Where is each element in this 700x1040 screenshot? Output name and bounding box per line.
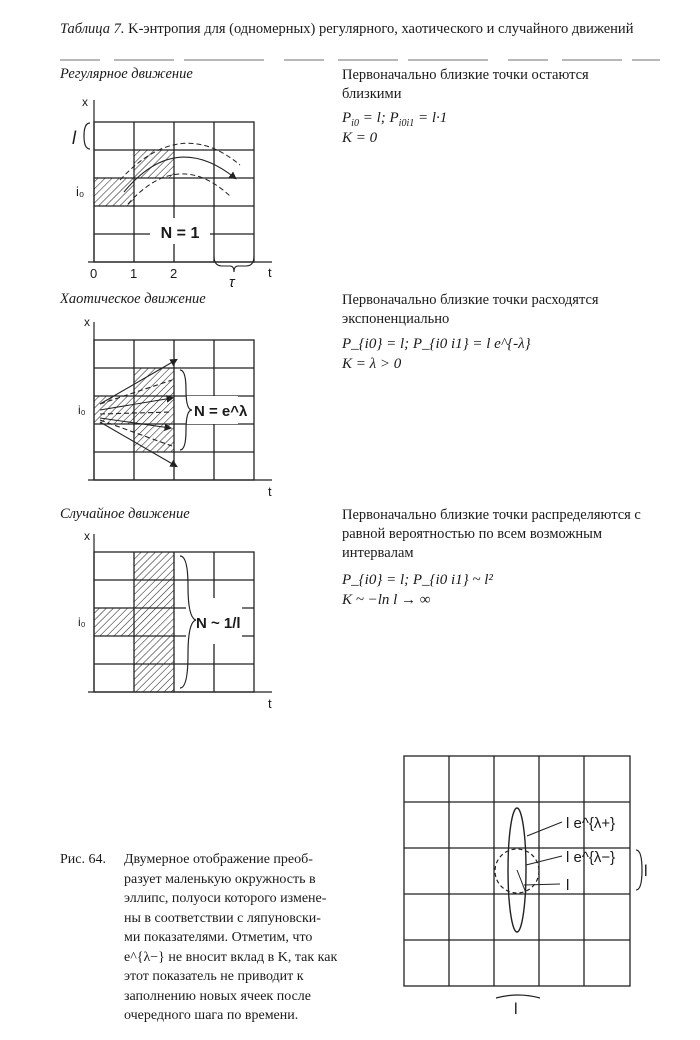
regular-tick-0: 0 [90, 266, 98, 281]
table-caption-text: K-энтропия для (одномерных) регулярного, хаотического и случайного движений [128, 21, 634, 37]
figure64-line: этот показатель не приводит к [124, 969, 304, 984]
random-formula-1: P_{i0} = l; P_{i0 i1} ~ l² [342, 572, 493, 588]
random-cell-label: N ~ 1/l [196, 615, 241, 632]
regular-description: Первоначально близкие точки остаются близкими [342, 67, 589, 102]
figure64-label-cell-bottom: l [514, 1001, 518, 1018]
regular-label-l: l [72, 128, 76, 148]
figure64-label-l: l [566, 877, 570, 894]
chaotic-formula-2: K = λ > 0 [342, 356, 402, 372]
figure64-line: эллипс, полуоси которого измене- [124, 891, 327, 906]
figure64-label-cell-right: l [644, 863, 648, 880]
table-caption-label: Таблица 7. [60, 21, 125, 37]
regular-axis-x: x [82, 95, 88, 109]
figure64-line: Двумерное отображение преоб- [124, 852, 313, 867]
regular-formula-2: K = 0 [342, 130, 378, 146]
figure64-text [124, 850, 364, 1026]
figure64-diagram [404, 756, 648, 1018]
random-axis-x: x [84, 529, 90, 543]
figure64-line: разует маленькую окружность в [124, 871, 316, 887]
random-description: Первоначально близкие точки распределяются с равной вероятностью по всем возможным интервалам [342, 507, 641, 561]
regular-hatched-cell-1 [94, 178, 134, 206]
random-axis-t: t [268, 696, 272, 711]
figure64-line: ми показателями. Отметим, что [124, 930, 313, 945]
regular-cell-label: N = 1 [160, 225, 200, 242]
figure64-line: очередного шага по времени. [124, 1008, 299, 1023]
random-hatched-cell [94, 608, 134, 636]
regular-tick-1: 1 [130, 266, 138, 281]
chaotic-axis-t: t [268, 484, 272, 499]
regular-figure [72, 95, 272, 291]
figure64-label-lambda-plus: l e^{λ+} [566, 815, 616, 832]
regular-label-tau: τ [229, 274, 235, 291]
figure64-line: ны в соответствии с ляпуновски- [124, 910, 321, 926]
regular-tick-2: 2 [170, 266, 178, 281]
chaotic-label-i0: i₀ [78, 403, 86, 417]
figure64-label-lambda-minus: l e^{λ−} [566, 849, 616, 866]
figure64-line: заполнению новых ячеек после [124, 988, 311, 1004]
regular-axis-t: t [268, 265, 272, 280]
regular-title: Регулярное движение [60, 66, 193, 82]
random-label-i0: i₀ [78, 615, 86, 629]
figure64-line: e^{λ−} не вносит вклад в K, так как [124, 949, 338, 965]
chaotic-figure [78, 315, 272, 499]
chaotic-cell-label: N = e^λ [194, 403, 248, 420]
random-formula-2: K ~ −ln l → ∞ [342, 592, 431, 608]
chaotic-axis-x: x [84, 315, 90, 329]
figure64-label: Рис. 64. [60, 852, 106, 867]
regular-label-i0: i₀ [76, 184, 85, 199]
random-figure [78, 529, 272, 711]
regular-hatched-cell-2 [134, 150, 174, 178]
chaotic-title: Хаотическое движение [60, 291, 206, 307]
regular-formula-1: $P_{i0} = l$; $P_{i0i1} = l\cdot 1$ [342, 110, 448, 129]
chaotic-formula-1: P_{i0} = l; P_{i0 i1} = l e^{-λ} [342, 336, 531, 352]
random-title: Случайное движение [60, 506, 190, 522]
random-hatched-column [134, 552, 174, 692]
chaotic-description: Первоначально близкие точки расходятся экспоненциально [342, 292, 599, 327]
